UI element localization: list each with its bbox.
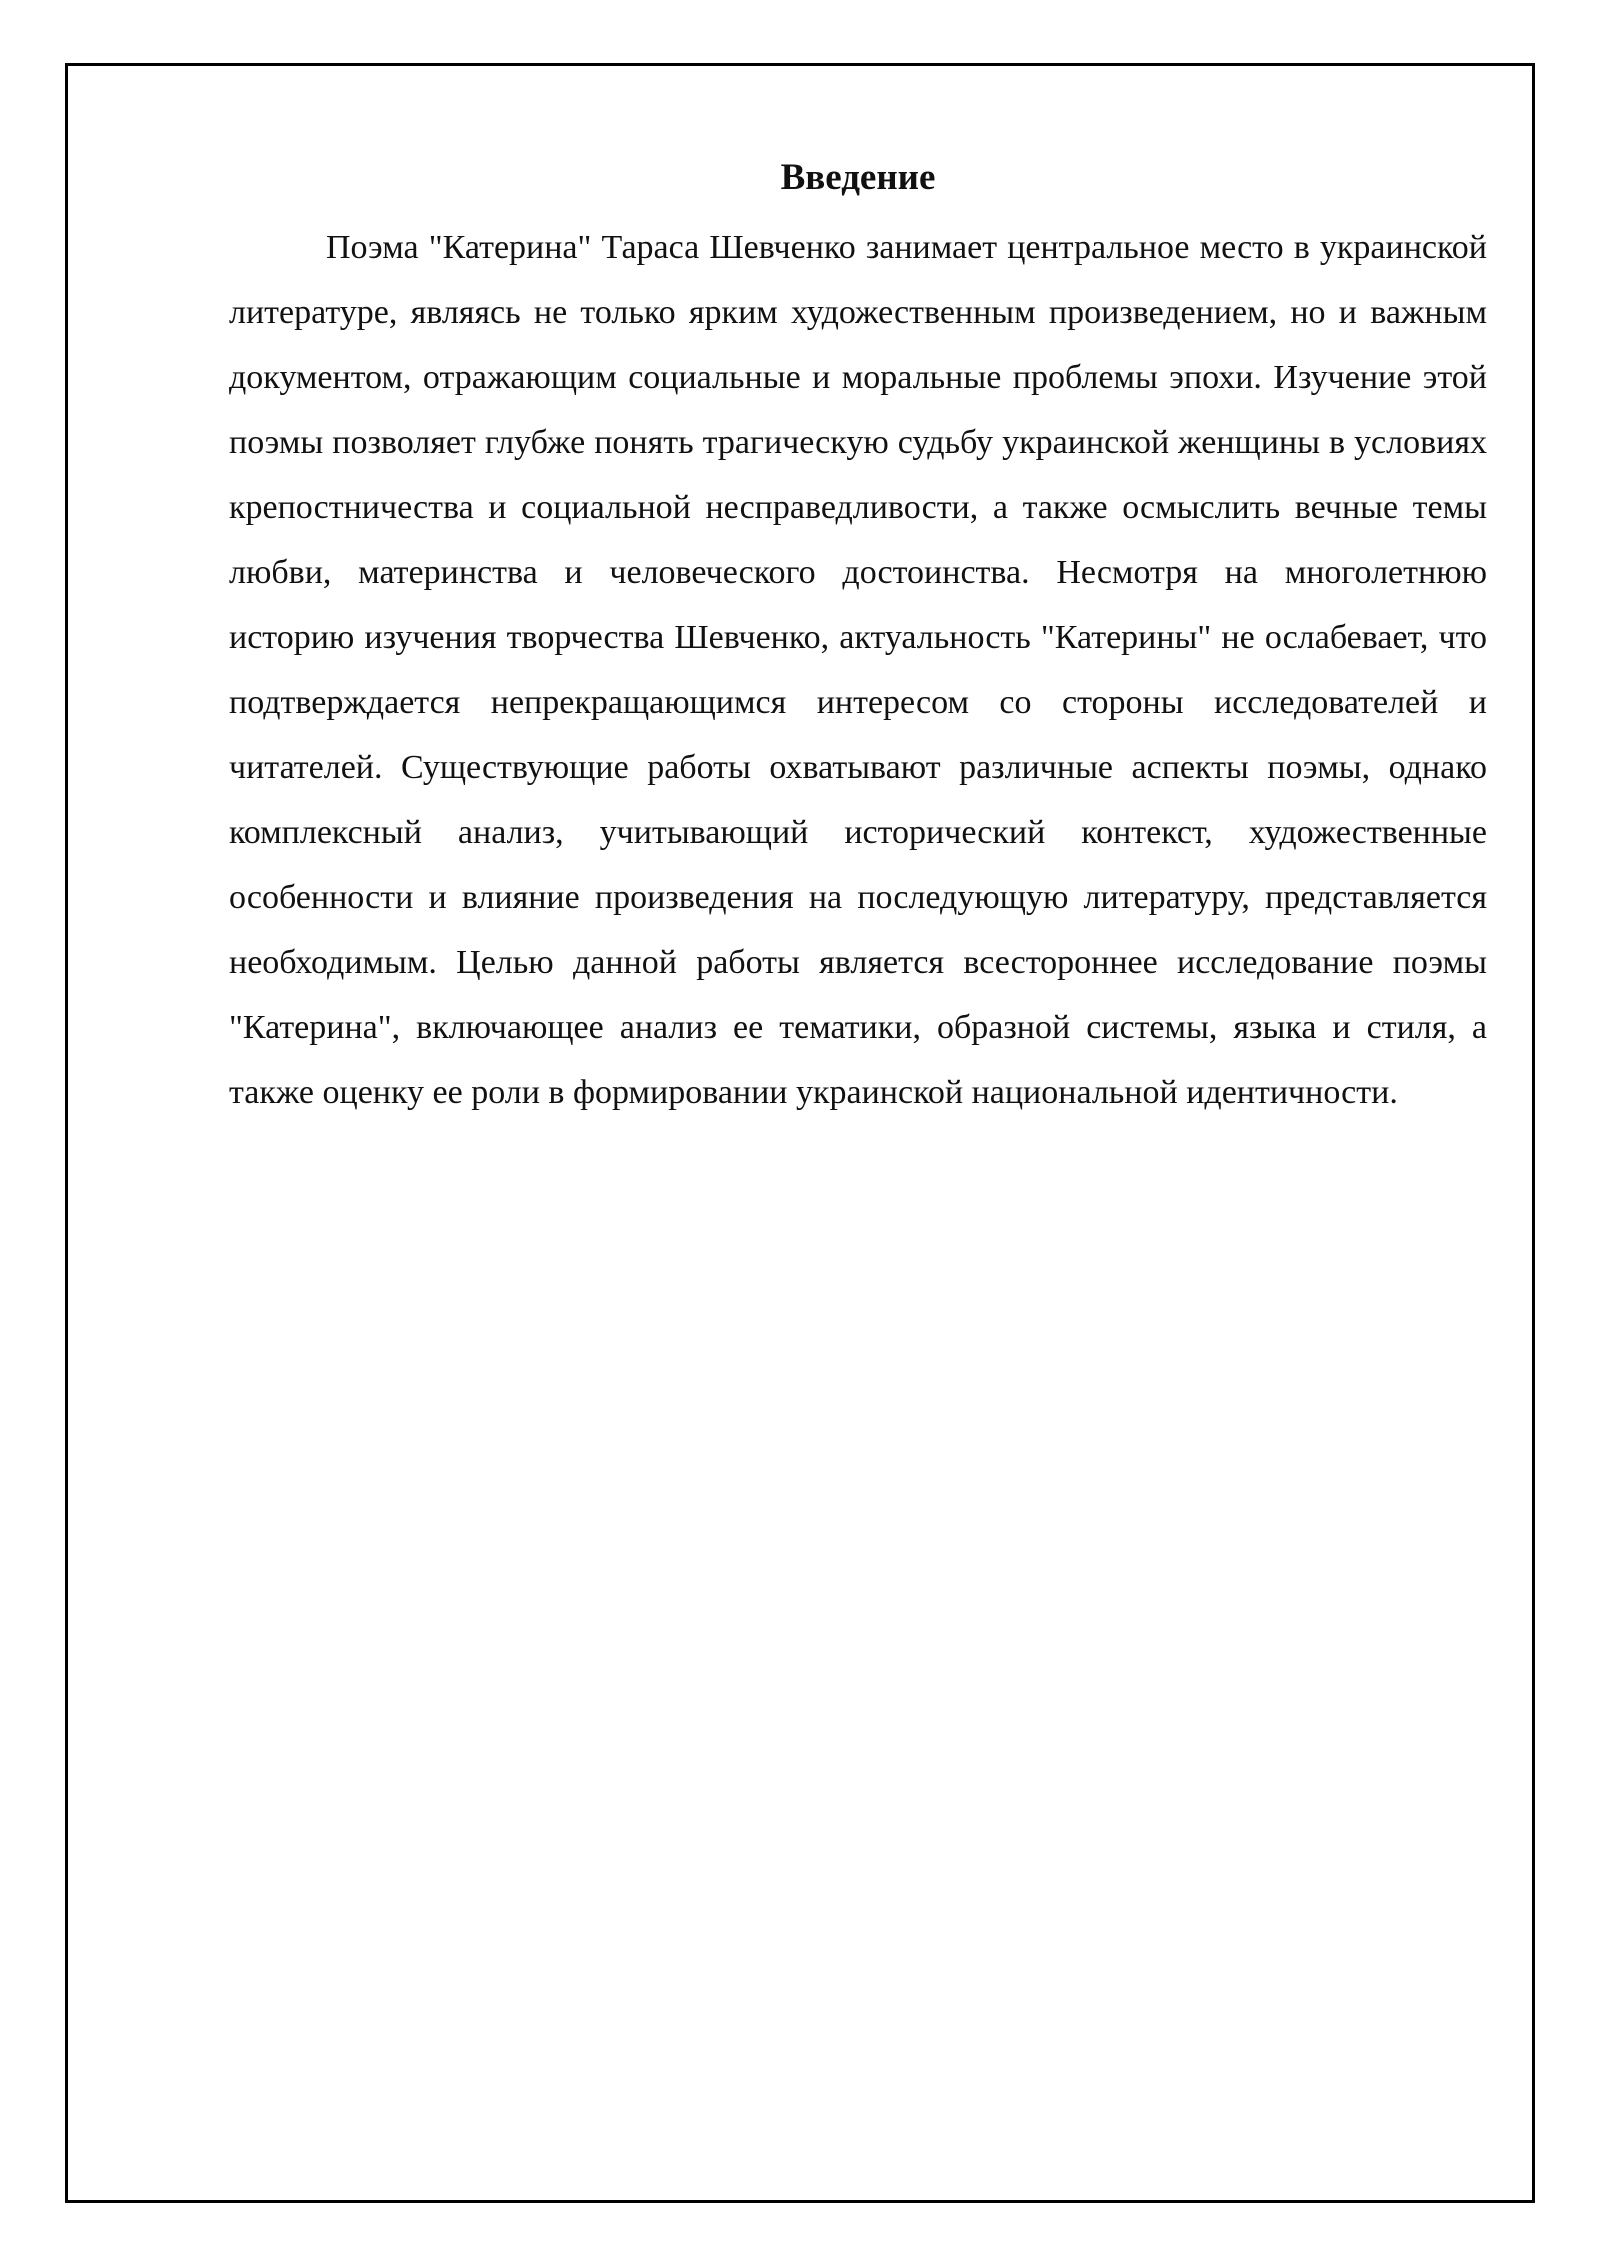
section-heading: Введение	[780, 157, 936, 198]
intro-paragraph: Поэма "Катерина" Тараса Шевченко занимает центральное место в украинской литературе, являясь не только ярким художественным произведением, но и важным документом, отражающим социальные и моральные проблемы эпохи. Изучение этой поэмы позволяет глубже понять трагическую судьбу украинской женщины в условиях крепостничества и социальной несправедливости, а также осмыслить вечные темы любви, материнства и человеческого достоинства. Несмотря на многолетнюю историю изучения творчества Шевченко, актуальность "Катерины" не ослабевает, что подтверждается непрекращающимся интересом со стороны исследователей и читателей. Существующие работы охватывают различные аспекты поэмы, однако комплексный анализ, учитывающий исторический контекст, художественные особенности и влияние произведения на последующую литературу, представляется необходимым. Целью данной работы является всестороннее исследование поэмы "Катерина", включающее анализ ее тематики, образной системы, языка и стиля, а также оценку ее роли в формировании украинской национальной идентичности.	[229, 229, 1487, 1111]
document-body	[229, 150, 1487, 1125]
